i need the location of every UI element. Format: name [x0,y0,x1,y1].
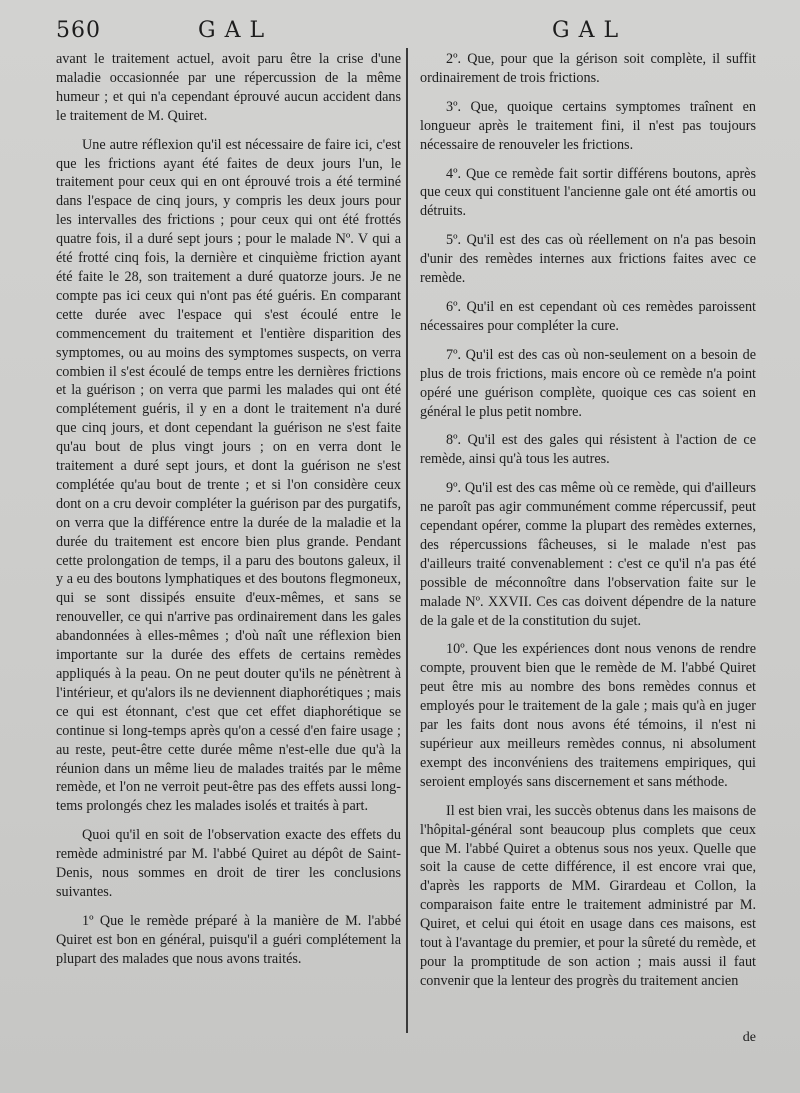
left-column [56,50,401,979]
paragraph: Il est bien vrai, les succès obtenus dans les maisons de l'hôpital-général sont beaucoup plus complets que ceux que M. l'abbé Quiret a obtenus sous nos yeux. Quelle que soit la cause de cette différence, il est encore vrai que, d'après les rapports de MM. Girardeau et Collon, la comparaison faite entre le traitement administré par M. Quiret, et celui qui étoit en usage dans ces maisons, est tout à l'avantage du premier, et pour la sûreté du remède, et pour la promptitude de son action ; mais aussi il faut convenir que la lenteur des progrès du traitement ancien [420,802,756,989]
right-column [420,50,756,1001]
column-divider [406,48,408,1033]
running-head-left: GAL [198,18,274,43]
page-header [0,12,800,48]
paragraph: Une autre réflexion qu'il est nécessaire de faire ici, c'est que les frictions ayant été faites de deux jours l'un, le traitement pour ceux qui en ont éprouvé trois a été terminé dans l'espace de cinq jours, y compris les deux jours pour les intervalles des frictions ; pour ceux qui ont été frottés quatre fois, il a duré sept jours ; pour le malade Nº. V qui a été frotté cinq fois, la dernière et cinquième friction ayant été faite le 28, son traitement a duré quatorze jours. Je ne compte pas ici ceux qui n'ont pas été guéris. En comparant cette durée avec l'espace qui s'est écoulé entre le commencement du traitement et l'entière disparition des symptomes, ou au moins des symptomes suspects, on verra combien il s'est écoulé de temps entre les dernières frictions et la guérison ; on verra que parmi les malades qui ont été complétement guéris, il y en a dont le traitement n'a duré que cinq jours, et dont cependant la guérison ne s'est faite qu'au bout de plus vingt jours ; on en verra dont le traitement a duré sept jours, et dont la guérison ne s'est complétée qu'au bout de trente ; et si l'on considère ceux dont on a cru devoir compléter la guérison par des purgatifs, on verra que la différence entre la durée de la maladie et la durée du traitement est encore bien plus grande. Pendant cette prolongation de temps, il a paru des boutons galeux, il y a eu des boutons lymphatiques et des boutons flegmoneux, qui se sont dissipés ensuite d'eux-mêmes, et sans se renouveller, ce qui n'arrive pas ordinairement dans les gales abandonnées à elles-mêmes ; d'où naît une réflexion bien importante sur la durée des effets de certains remèdes appliqués à la peau. On ne peut douter qu'ils ne pénètrent à l'intérieur, et qu'alors ils ne deviennent diaphorétiques ; mais ce qui est étonnant, c'est que cet effet diaphorétique se continue si long-temps après qu'on a cessé d'en faire usage ; au reste, peut-être cette durée même n'est-elle due qu'à la réunion dans un même lieu de malades traités par le même remède, et l'on ne verroit peut-être pas des effets aussi long-tems prolongés chez les malades isolés et traités à part. [56,136,401,815]
paragraph: 8º. Qu'il est des gales qui résistent à l'action de ce remède, ainsi qu'à tous les autres. [420,432,756,468]
paragraph: Quoi qu'il en soit de l'observation exacte des effets du remède administré par M. l'abbé Quiret au dépôt de Saint-Denis, nous sommes en droit de tirer les conclusions suivantes. [56,827,401,900]
paragraph: 3º. Que, quoique certains symptomes traînent en longueur après le traitement fini, il n'est pas toujours nécessaire de renouveler les frictions. [420,98,756,153]
paragraph: 1º Que le remède préparé à la manière de M. l'abbé Quiret est bon en général, puisqu'il a guéri complétement la plupart des malades que nous avons traités. [56,912,401,967]
paragraph: 9º. Qu'il est des cas même où ce remède, qui d'ailleurs ne paroît pas agir communément comme répercussif, peut cependant opérer, comme la plupart des remèdes externes, des répercussions fâcheuses, si le malade n'est pas d'ailleurs traité convenablement : c'est ce qu'il n'a pas été possible de méconnoître dans l'observation faite sur le malade Nº. XXVII. Ces cas doivent dépendre de la nature de la gale et de la constitution du sujet. [420,480,756,629]
paragraph: 6º. Qu'il en est cependant où ces remèdes paroissent nécessaires pour compléter la cure. [420,298,756,334]
paragraph: 7º. Qu'il est des cas où non-seulement on a besoin de plus de trois frictions, mais encore où ce remède n'a point opéré une guérison complète, quoique ces cas soient en général le plus petit nombre. [420,346,756,420]
paragraph: 4º. Que ce remède fait sortir différens boutons, après que ceux qui constituent l'ancienne gale ont été amortis ou détruits. [420,165,756,220]
paragraph: 10º. Que les expériences dont nous venons de rendre compte, prouvent bien que le remède de M. l'abbé Quiret peut être mis au nombre des bons remèdes connus et employés pour le traitement de la gale ; mais qu'à en juger par les faits dont nous avons été témoins, il n'est ni supérieur aux meilleurs remèdes connus, ni absolument exempt des inconvéniens des traitemens empiriques, qui seroient employés sans discernement et sans méthode. [420,641,756,790]
catchword: de [742,1030,756,1045]
paragraph: avant le traitement actuel, avoit paru être la crise d'une maladie occasionnée par une répercussion de la même humeur ; et qui n'a cependant éprouvé aucun accident dans le traitement de M. Quiret. [56,51,401,124]
running-head-right: GAL [552,18,628,43]
paragraph: 5º. Qu'il est des cas où réellement on n'a pas besoin d'unir des remèdes internes aux frictions faites avec ce remède. [420,232,756,287]
page-number: 560 [56,18,101,43]
paragraph: 2º. Que, pour que la gérison soit complète, il suffit ordinairement de trois frictions. [420,51,756,86]
